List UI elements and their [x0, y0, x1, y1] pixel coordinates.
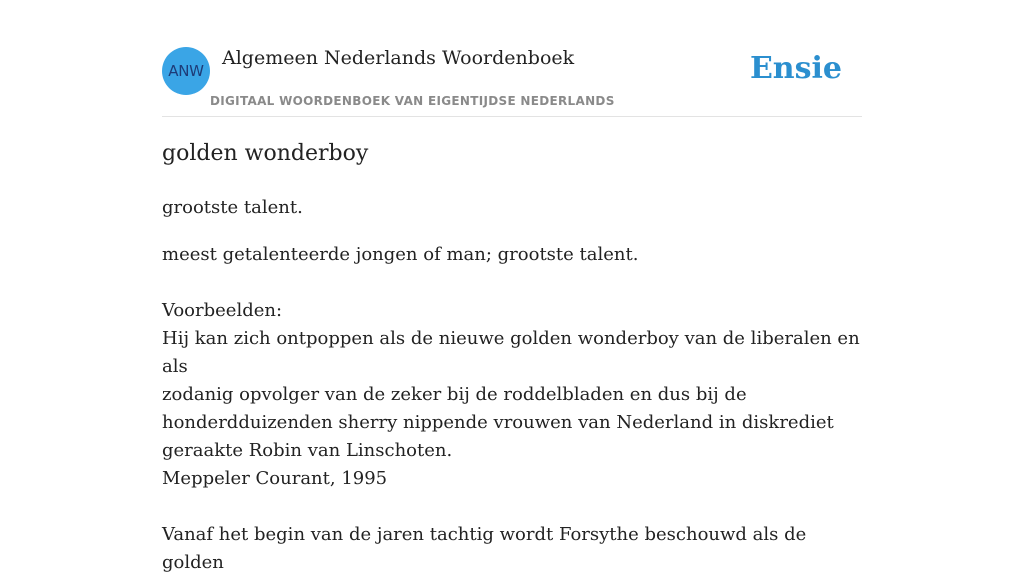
definition-text: meest getalenteerde jongen of man; grootste talent.	[162, 244, 639, 265]
blank-line	[162, 269, 862, 297]
example-source: Meppeler Courant, 1995	[162, 468, 388, 489]
anw-logo[interactable]	[162, 47, 210, 95]
site-subtitle: DIGITAAL WOORDENBOEK VAN EIGENTIJDSE NEDERLANDS	[210, 94, 615, 108]
entry-content	[162, 138, 862, 577]
example-line: Hij kan zich ontpoppen als de nieuwe golden wonderboy van de liberalen en als	[162, 328, 860, 377]
example-line: Vanaf het begin van de jaren tachtig wordt Forsythe beschouwd als de golden	[162, 524, 807, 573]
headword: golden wonderboy	[162, 141, 369, 166]
example-line: geraakte Robin van Linschoten.	[162, 440, 453, 461]
site-title[interactable]: Algemeen Nederlands Woordenboek	[222, 47, 575, 69]
short-definition: grootste talent.	[162, 197, 303, 218]
ensie-brand-link[interactable]: Ensie	[749, 51, 842, 86]
example-line: honderdduizenden sherry nippende vrouwen van Nederland in diskrediet	[162, 412, 834, 433]
example-line: zodanig opvolger van de zeker bij de roddelbladen en dus bij de	[162, 384, 747, 405]
blank-line	[162, 493, 862, 521]
site-header	[162, 47, 862, 117]
logo-text: ANW	[168, 62, 204, 80]
definition-block	[162, 241, 862, 577]
examples-label: Voorbeelden:	[162, 300, 283, 321]
